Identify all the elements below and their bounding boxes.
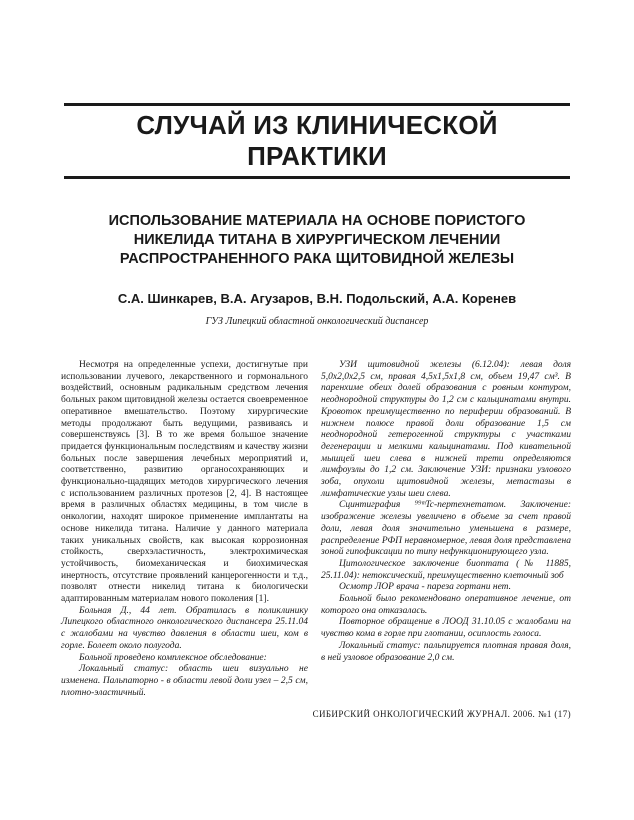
left-column bbox=[61, 360, 308, 699]
paragraph-recommendation: Больной было рекомендовано оперативное лечение, от которого она отказалась. bbox=[321, 594, 571, 616]
paragraph-local-status: Локальный статус: область шеи визуально не изменена. Пальпаторно - в области левой доли узел – 2,5 см, плотно-эластичный. bbox=[61, 664, 308, 698]
paragraph-cytology: Цитологическое заключение биоптата (№ 11885, 25.11.04): нетоксический, преимущественно клеточный зоб bbox=[321, 558, 571, 581]
section-title-line-1: СЛУЧАЙ ИЗ КЛИНИЧЕСКОЙ bbox=[136, 110, 498, 140]
article-affiliation: ГУЗ Липецкий областной онкологический диспансер bbox=[205, 316, 429, 327]
header-top-rule bbox=[64, 103, 570, 106]
article-title: ИСПОЛЬЗОВАНИЕ МАТЕРИАЛА НА ОСНОВЕ ПОРИСТОГО НИКЕЛИДА ТИТАНА В ХИРУРГИЧЕСКОМ ЛЕЧЕНИИ РАСПРОСТРАНЕННОГО РАКА ЩИТОВИДНОЙ ЖЕЛЕЗЫ bbox=[108, 213, 526, 267]
paragraph-scintigraphy: Сцинтиграфия ⁹⁹ᵐTc-пертехнетатом. Заключение: изображение железы увеличено в объеме за счет правой доли, левая доля значительно уменьшена в размере, распределение РФП неравномерное, левая доля представлена зоной гипофиксации по типу нефункционирующего узла. bbox=[321, 500, 571, 558]
paragraph-ultrasound: УЗИ щитовидной железы (6.12.04): левая доля 5,0х2,0х2,5 см, правая 4,5х1,5х1,8 см, объем 19,47 см³. В паренхиме обеих долей образования с ровным контуром, неоднородной структуры до 1,2 см с кальцинатами внутри. Кровоток преимущественно по периферии образований. В нижнем полюсе правой доли образование 1,5 см неоднородной гетерогенной структуры с участками дегенерации и мелкими кальцинатами. Под кивательной мышцей шеи слева в нижней трети определяются лимфоузлы до 1,2 см. Заключение УЗИ: признаки узлового зоба, опухоли щитовидной железы, метастазы в лимфатические узлы шеи слева. bbox=[321, 360, 571, 499]
paragraph-intro: Несмотря на определенные успехи, достигнутые при использовании лучевого, лекарственного и гормонального воздействий, основным радикальным средством лечения больных раком щитовидной железы остается своевременное оперативное вмешательство. Поэтому хирургические методы продолжают быть ведущими, развиваясь и совершенствуясь [3]. В то же время большое значение придается функциональным последствиям и качеству жизни больных после завершения лечебных мероприятий и, соответственно, развитию органосохраняющих и функционально-щадящих методов хирургического лечения с использованием различных протезов [2, 4]. В настоящее время в различных областях медицины, в том числе в онкологии, находят широкое применение имплантаты на основе никелида титана. Наличие у данного материала таких уникальных свойств, как высокая коррозионная стойкость, сверхэластичность, электрохимическая устойчивость, биомеханическая и биохимическая инертность, отсутствие проявлений канцерогенности и т.д., позволят отнести никелид титана к биологически адаптированным материалам нового поколения [1]. bbox=[61, 360, 308, 605]
paragraph-examination: Больной проведено комплексное обследование: bbox=[79, 652, 267, 663]
paragraph-local-status-2: Локальный статус: пальпируется плотная правая доля, в ней узловое образование 2,0 см. bbox=[321, 640, 571, 663]
section-title bbox=[64, 110, 570, 172]
journal-footer: СИБИРСКИЙ ОНКОЛОГИЧЕСКИЙ ЖУРНАЛ. 2006. №1 (17) bbox=[312, 709, 571, 719]
section-title-line-2: ПРАКТИКИ bbox=[247, 141, 387, 171]
header-bottom-rule bbox=[64, 176, 570, 179]
paragraph-repeat-visit: Повторное обращение в ЛООД 31.10.05 с жалобами на чувство кома в горле при глотании, осиплость голоса. bbox=[321, 617, 571, 640]
paragraph-case-patient: Больная Д., 44 лет. Обратилась в поликлинику Липецкого областного онкологического диспансера 25.11.04 с жалобами на чувство давления в области шеи, ком в горле. Болеет около полугода. bbox=[61, 605, 308, 651]
right-column bbox=[321, 360, 571, 664]
paragraph-ent-exam: Осмотр ЛОР врача - пареза гортани нет. bbox=[339, 582, 512, 593]
article-authors: С.А. Шинкарев, В.А. Агузаров, В.Н. Подольский, А.А. Коренев bbox=[117, 291, 517, 306]
